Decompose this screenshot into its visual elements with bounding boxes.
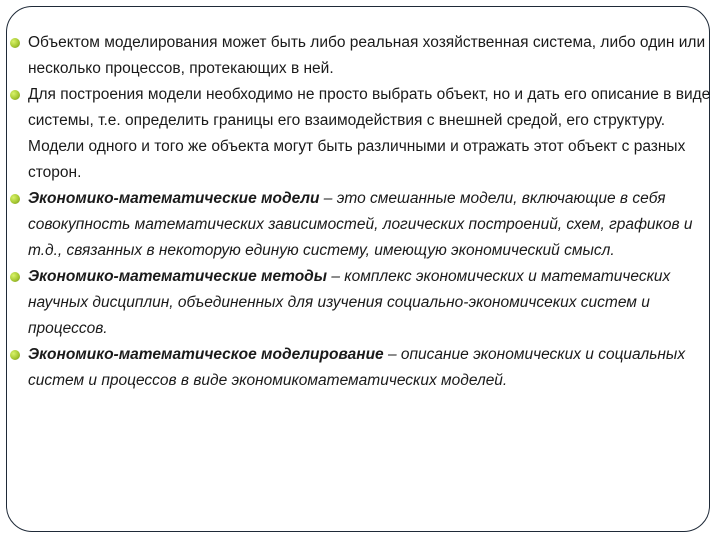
- bullet-text: Для построения модели необходимо не просто выбрать объект, но и дать его описание в виде системы, т.е. определить границы его взаимодействия с внешней средой, его структуру. Модели одного и того же объекта могут быть различными и отражать этот объект с разных сторон.: [28, 86, 711, 181]
- bullet-term: Экономико-математическое моделирование: [28, 346, 384, 363]
- bullet-item-model-construction: [8, 82, 714, 186]
- bullet-term: Экономико-математические модели: [28, 190, 320, 207]
- bullet-item-modeling-object: [8, 30, 714, 82]
- bullet-item-econ-math-modeling: [8, 342, 714, 394]
- bullet-icon: [10, 38, 20, 48]
- bullet-icon: [10, 350, 20, 360]
- bullet-text: – это смешанные модели, включающие в себя совокупность математических зависимостей, логических построений, схем, графиков и т.д., связанных в некоторую единую систему, имеющую экономический смысл.: [28, 190, 693, 259]
- bullet-text: – описание экономических и социальных систем и процессов в виде экономикоматематических моделей.: [28, 346, 686, 389]
- bullet-icon: [10, 194, 20, 204]
- bullet-item-econ-math-models: [8, 186, 714, 264]
- bullet-list: [8, 30, 714, 394]
- bullet-term: Экономико-математические методы: [28, 268, 328, 285]
- bullet-text: Объектом моделирования может быть либо реальная хозяйственная система, либо один или несколько процессов, протекающих в ней.: [28, 34, 706, 77]
- bullet-text: – комплекс экономических и математических научных дисциплин, объединенных для изучения социально-экономичсеких систем и процессов.: [28, 268, 671, 337]
- bullet-item-econ-math-methods: [8, 264, 714, 342]
- bullet-icon: [10, 272, 20, 282]
- bullet-icon: [10, 90, 20, 100]
